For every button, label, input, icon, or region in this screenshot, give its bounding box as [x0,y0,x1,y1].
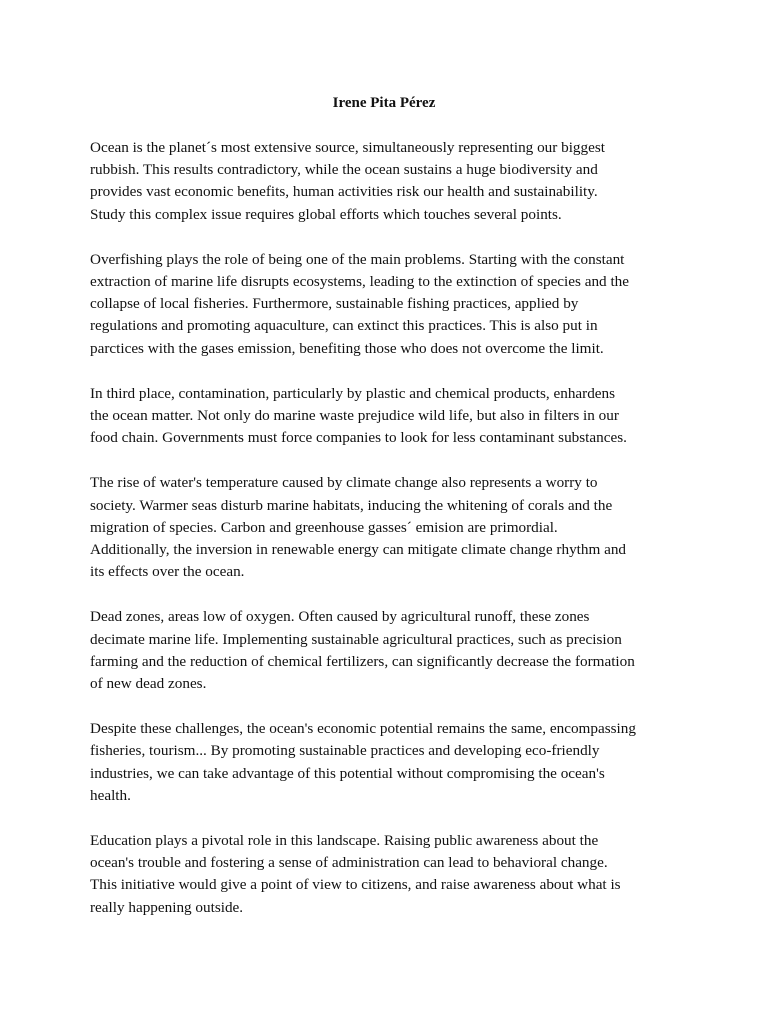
paragraph-4 [90,472,682,583]
paragraph-line: really happening outside. [90,898,244,916]
paragraph-line: of new dead zones. [90,675,207,693]
paragraph-3 [90,383,682,450]
paragraph-line: migration of species. Carbon and greenhouse gasses´ emision are primordial. [90,518,558,536]
paragraph-line: provides vast economic benefits, human activities risk our health and sustainability. [90,183,598,201]
paragraph-line: regulations and promoting aquaculture, can extinct this practices. This is also put in [90,317,598,335]
paragraph-line: Education plays a pivotal role in this landscape. Raising public awareness about the [90,832,599,850]
paragraph-7 [90,830,682,919]
paragraph-5 [90,606,682,695]
paragraph-2 [90,249,682,360]
paragraph-line: its effects over the ocean. [90,563,245,581]
paragraph-6 [90,718,682,807]
paragraph-line: Dead zones, areas low of oxygen. Often caused by agricultural runoff, these zones [90,608,590,626]
paragraph-line: Ocean is the planet´s most extensive source, simultaneously representing our biggest [90,139,605,156]
paragraph-line: collapse of local fisheries. Furthermore, sustainable fishing practices, applied by [90,295,579,313]
paragraph-line: rubbish. This results contradictory, while the ocean sustains a huge biodiversity and [90,161,598,179]
paragraph-line: fisheries, tourism... By promoting sustainable practices and developing eco-friendly [90,742,600,760]
paragraph-line: the ocean matter. Not only do marine waste prejudice wild life, but also in filters in our [90,407,619,425]
paragraph-line: Study this complex issue requires global efforts which touches several points. [90,205,562,223]
paragraph-line: health. [90,786,131,804]
document-body [90,137,682,942]
paragraph-line: extraction of marine life disrupts ecosystems, leading to the extinction of species and the [90,273,630,291]
paragraph-line: industries, we can take advantage of this potential without compromising the ocean's [90,764,605,782]
paragraph-line: decimate marine life. Implementing sustainable agricultural practices, such as precision [90,630,622,648]
paragraph-line: The rise of water's temperature caused by climate change also represents a worry to [90,474,598,492]
author-title: Irene Pita Pérez [332,95,436,111]
paragraph-line: In third place, contamination, particularly by plastic and chemical products, enhardens [90,384,616,402]
paragraph-line: Additionally, the inversion in renewable energy can mitigate climate change rhythm and [90,541,627,559]
paragraph-line: farming and the reduction of chemical fertilizers, can significantly decrease the formation [90,652,635,670]
paragraph-line: society. Warmer seas disturb marine habitats, inducing the whitening of corals and the [90,496,613,514]
paragraph-line: This initiative would give a point of view to citizens, and raise awareness about what is [90,876,621,894]
paragraph-1 [90,137,682,226]
paragraph-line: parctices with the gases emission, benefiting those who does not overcome the limit. [90,339,604,357]
paragraph-line: ocean's trouble and fostering a sense of administration can lead to behavioral change. [90,854,608,872]
paragraph-line: Overfishing plays the role of being one of the main problems. Starting with the constant [90,250,625,268]
paragraph-line: food chain. Governments must force companies to look for less contaminant substances. [90,429,627,447]
paragraph-line: Despite these challenges, the ocean's economic potential remains the same, encompassing [90,720,636,738]
